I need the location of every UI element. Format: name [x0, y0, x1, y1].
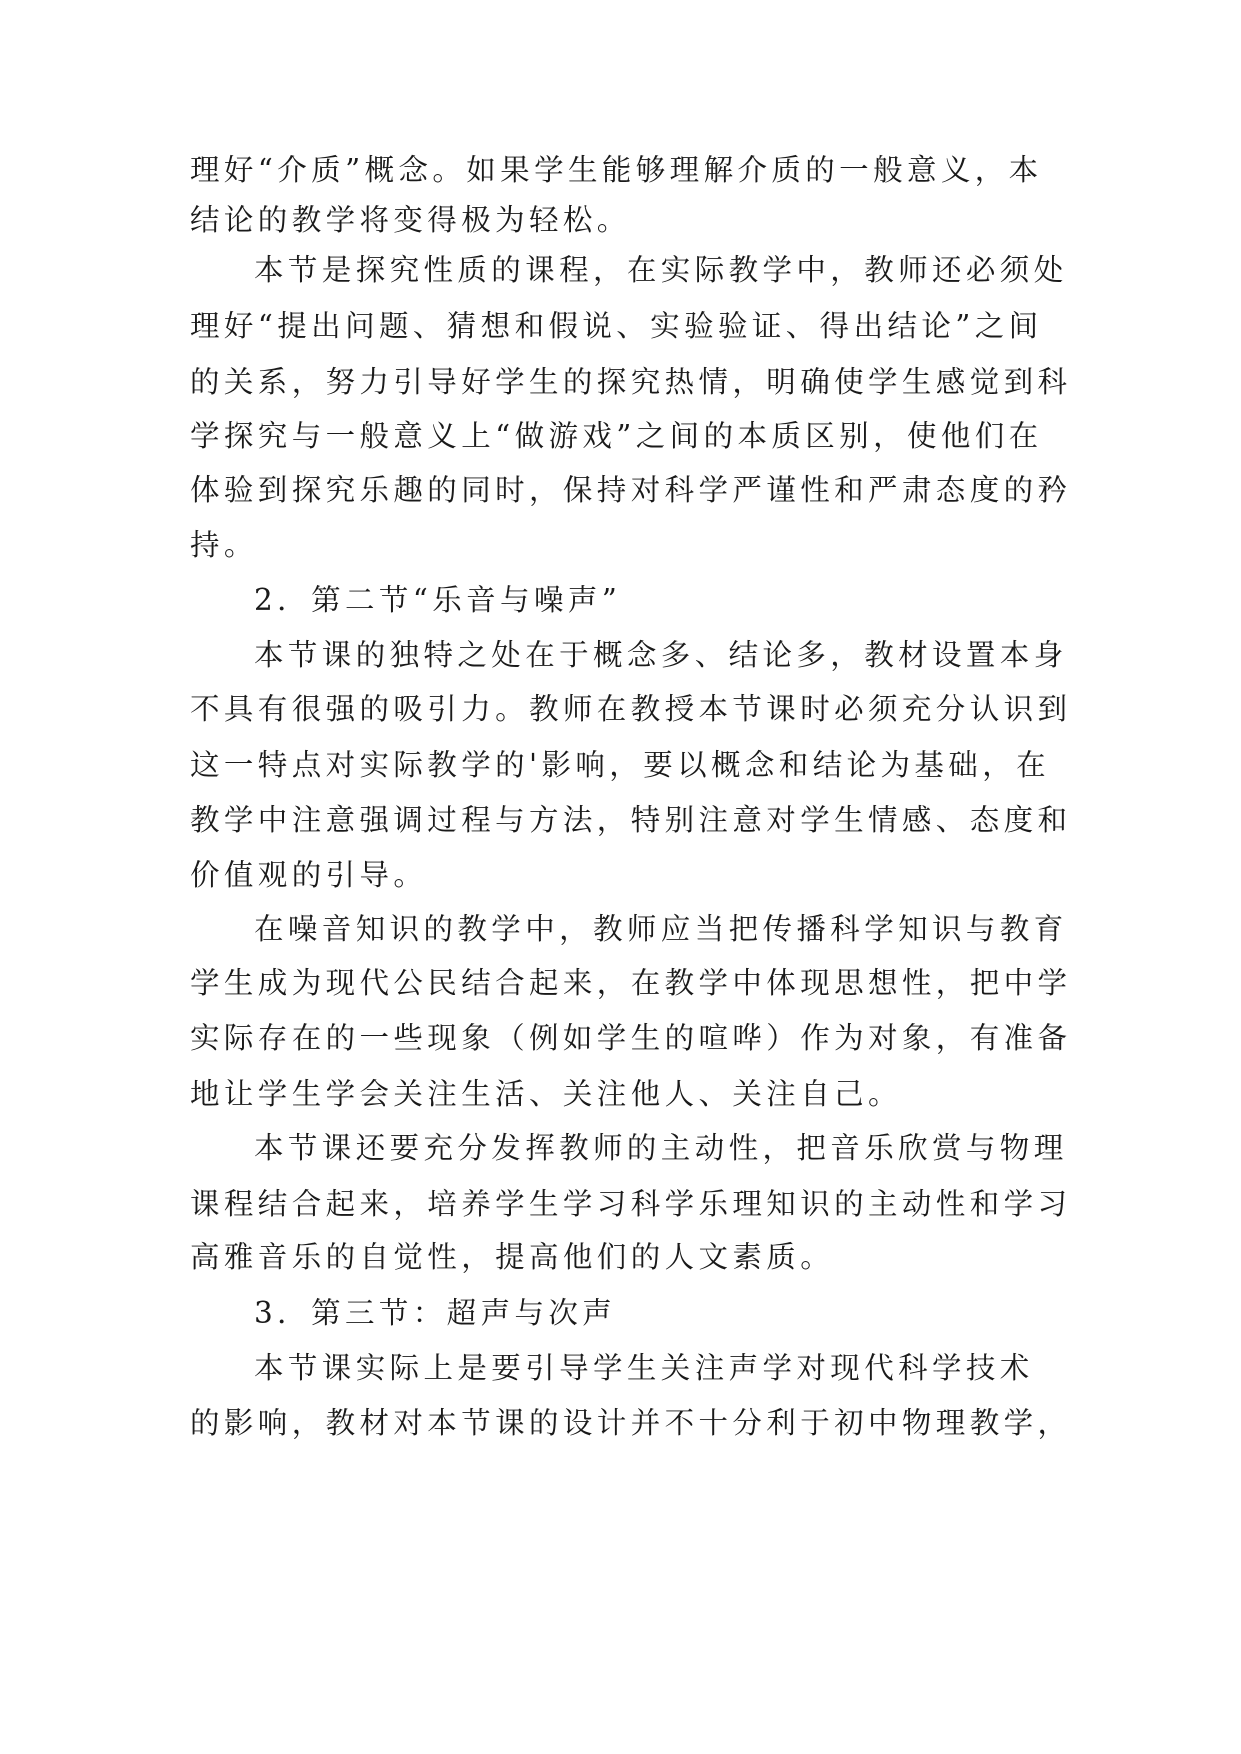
paragraph-start: 本节课的独特之处在于概念多、结论多，教材设置本身 [254, 638, 1068, 672]
section-heading: 3．第三节：超声与次声 [254, 1296, 617, 1330]
text-line: 的关系，努力引导好学生的探究热情，明确使学生感觉到科 [190, 365, 1072, 399]
text-line: 体验到探究乐趣的同时，保持对科学严谨性和严肃态度的矜 [190, 473, 1072, 507]
paragraph-start: 本节课还要充分发挥教师的主动性，把音乐欣赏与物理 [254, 1131, 1068, 1165]
text-line: 课程结合起来，培养学生学习科学乐理知识的主动性和学习 [190, 1187, 1072, 1221]
paragraph-start: 本节是探究性质的课程，在实际教学中，教师还必须处 [254, 253, 1068, 287]
text-line: 学生成为现代公民结合起来，在教学中体现思想性，把中学 [190, 966, 1072, 1000]
text-line: 高雅音乐的自觉性，提高他们的人文素质。 [190, 1240, 835, 1274]
text-line: 实际存在的一些现象（例如学生的喧哗）作为对象，有准备 [190, 1021, 1072, 1055]
section-heading: 2．第二节“乐音与噪声” [254, 583, 622, 617]
text-line: 理好“介质”概念。如果学生能够理解介质的一般意义，本 [190, 153, 1043, 187]
text-line: 这一特点对实际教学的'影响，要以概念和结论为基础，在 [190, 748, 1051, 782]
text-line: 持。 [190, 528, 258, 562]
text-line: 价值观的引导。 [190, 858, 428, 892]
paragraph-start: 在噪音知识的教学中，教师应当把传播科学知识与教育 [254, 912, 1068, 946]
text-line: 教学中注意强调过程与方法，特别注意对学生情感、态度和 [190, 803, 1072, 837]
text-line: 的影响，教材对本节课的设计并不十分利于初中物理教学， [190, 1406, 1072, 1440]
text-line: 结论的教学将变得极为轻松。 [190, 203, 631, 237]
paragraph-start: 本节课实际上是要引导学生关注声学对现代科学技术 [254, 1351, 1034, 1385]
text-line: 地让学生学会关注生活、关注他人、关注自己。 [190, 1077, 902, 1111]
text-line: 不具有很强的吸引力。教师在教授本节课时必须充分认识到 [190, 692, 1072, 726]
text-line: 理好“提出问题、猜想和假说、实验验证、得出结论”之间 [190, 309, 1043, 343]
text-line: 学探究与一般意义上“做游戏”之间的本质区别，使他们在 [190, 419, 1043, 453]
